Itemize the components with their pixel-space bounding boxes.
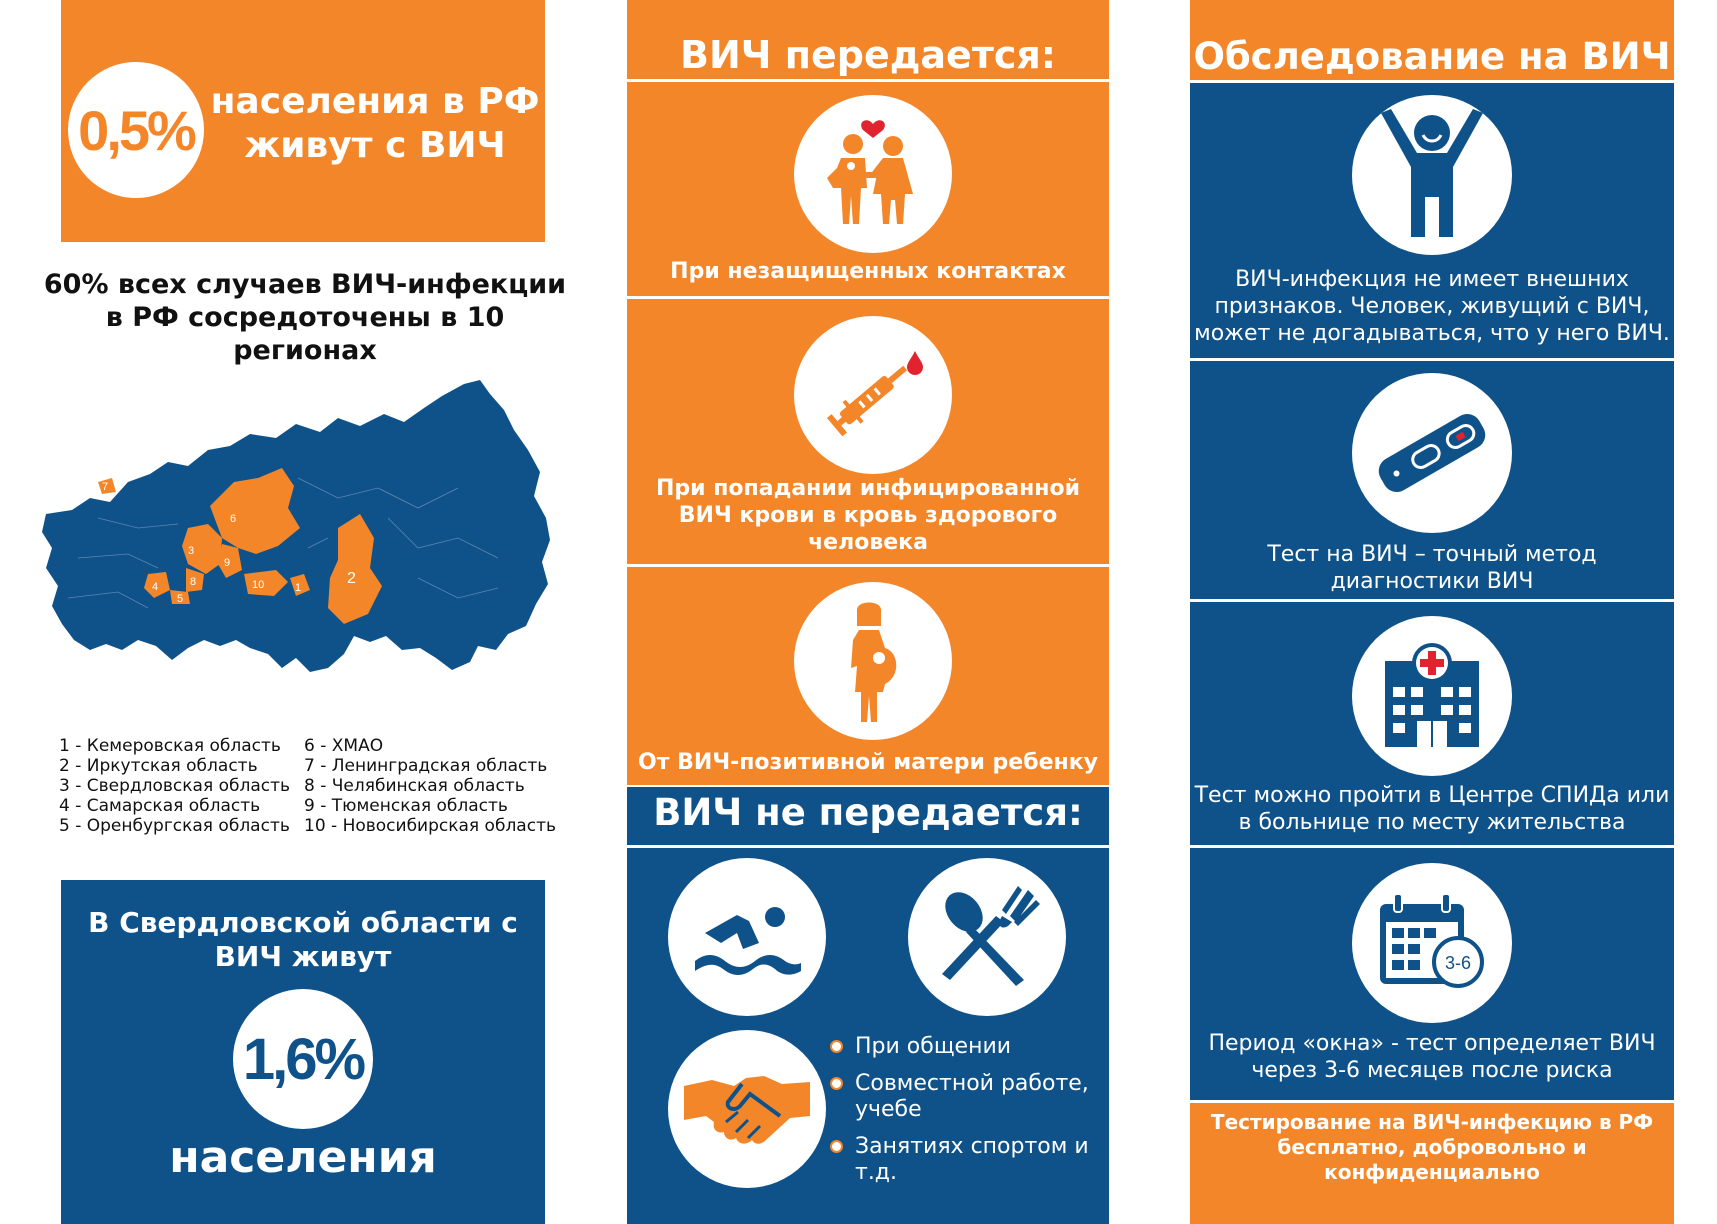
legend-item: 5 - Оренбургская область xyxy=(59,816,290,836)
transmitted-item-label: При незащищенных контактах xyxy=(670,259,1066,284)
handshake-icon xyxy=(668,1030,826,1188)
population-stat-value: 0,5% xyxy=(78,98,194,162)
not-transmitted-list xyxy=(830,1034,1105,1197)
russia-regions-map xyxy=(38,378,578,708)
transmitted-item-label: При попадании инфицированной ВИЧ крови в кровь здорового человека xyxy=(655,476,1081,555)
bullet-icon xyxy=(830,1040,843,1053)
legend-item: 2 - Иркутская область xyxy=(59,756,258,776)
sverdlovsk-heading: В Свердловской области с ВИЧ живут xyxy=(88,906,518,973)
examination-footer-text: Тестирование на ВИЧ-инфекцию в РФ бесплатно, добровольно и конфиденциально xyxy=(1210,1110,1654,1184)
map-label-9: 9 xyxy=(224,557,231,569)
map-label-2: 2 xyxy=(347,570,356,587)
legend-column-right xyxy=(304,736,556,836)
hospital-icon xyxy=(1352,616,1512,776)
legend-item: 4 - Самарская область xyxy=(59,796,261,816)
list-item xyxy=(830,1071,1105,1123)
legend-item: 8 - Челябинская область xyxy=(304,776,525,796)
cutlery-icon xyxy=(908,858,1066,1016)
sverdlovsk-stat-value: 1,6% xyxy=(242,1026,364,1092)
regions-heading: 60% всех случаев ВИЧ-инфекции в РФ сосредоточены в 10 регионах xyxy=(43,269,567,366)
bullet-icon xyxy=(830,1077,843,1090)
examination-item-text: Период «окна» - тест определяет ВИЧ через 3-6 месяцев после риска xyxy=(1208,1031,1656,1083)
population-stat-text: населения в РФ живут с ВИЧ xyxy=(210,81,540,166)
transmitted-item-label: От ВИЧ-позитивной матери ребенку xyxy=(638,750,1098,775)
legend-item: 6 - ХМАО xyxy=(304,736,384,756)
legend-item: 1 - Кемеровская область xyxy=(59,736,281,756)
legend-item: 7 - Ленинградская область xyxy=(304,756,548,776)
population-stat-circle xyxy=(68,62,204,198)
map-label-4: 4 xyxy=(152,581,159,593)
map-label-6: 6 xyxy=(230,513,237,525)
calendar-badge: 3-6 xyxy=(1444,953,1472,973)
legend-item: 9 - Тюменская область xyxy=(304,796,508,816)
pregnant-woman-icon xyxy=(794,582,952,740)
person-icon xyxy=(1352,95,1512,255)
couple-icon xyxy=(794,95,952,253)
transmitted-title: ВИЧ передается: xyxy=(680,33,1056,77)
map-label-3: 3 xyxy=(188,545,195,557)
examination-item-text: ВИЧ-инфекция не имеет внешних признаков. Человек, живущий с ВИЧ, может не догадываться, что у него ВИЧ. xyxy=(1194,267,1670,346)
map-label-8: 8 xyxy=(190,576,197,588)
examination-item-text: Тест на ВИЧ – точный метод диагностики ВИЧ xyxy=(1267,542,1597,594)
map-label-7: 7 xyxy=(102,481,109,493)
examination-item-text: Тест можно пройти в Центре СПИДа или в больнице по месту жительства xyxy=(1194,783,1670,835)
test-strip-icon xyxy=(1352,373,1512,533)
sverdlovsk-stat-circle xyxy=(233,989,373,1129)
map-label-10: 10 xyxy=(252,579,265,591)
sverdlovsk-stat-label: населения xyxy=(169,1132,437,1183)
list-item-text: Совместной работе, учебе xyxy=(855,1071,1089,1122)
legend-item: 3 - Свердловская область xyxy=(59,776,291,796)
examination-title: Обследование на ВИЧ xyxy=(1193,35,1671,78)
not-transmitted-title: ВИЧ не передается: xyxy=(653,791,1083,834)
legend-item: 10 - Новосибирская область xyxy=(304,816,556,836)
map-label-5: 5 xyxy=(177,593,184,605)
swimming-icon xyxy=(668,858,826,1016)
syringe-icon xyxy=(794,316,952,474)
list-item-text: Занятиях спортом и т.д. xyxy=(855,1134,1089,1185)
bullet-icon xyxy=(830,1140,843,1153)
list-item xyxy=(830,1034,1105,1060)
list-item-text: При общении xyxy=(855,1034,1012,1059)
map-label-1: 1 xyxy=(295,582,302,594)
calendar-icon xyxy=(1352,863,1512,1023)
legend-column-left xyxy=(59,736,290,836)
list-item xyxy=(830,1134,1105,1186)
